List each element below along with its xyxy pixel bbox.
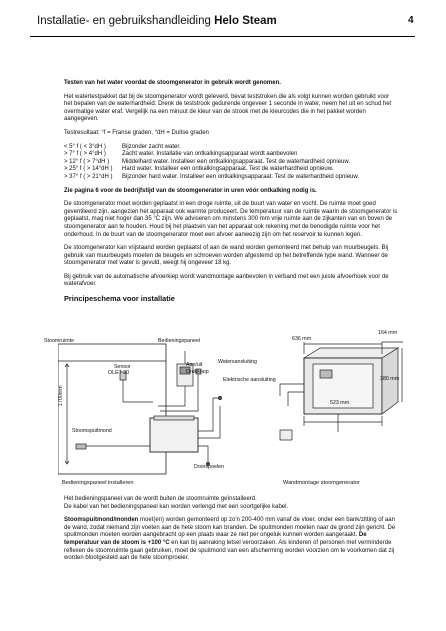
- steam-room-outline: [58, 344, 166, 474]
- label-control-panel: Bedieningspaneel: [158, 338, 201, 344]
- label-flush: Doorspoelen: [194, 464, 225, 470]
- cable-line: De kabel van het bedieningspaneel kan worden verlengd met een soortgelijke kabel.: [64, 503, 289, 510]
- label-olet: OLET 30: [108, 370, 130, 376]
- placement-paragraph: De stoomgenerator moet worden geplaatst in een droge ruimte, uit de buurt van water en vocht. De ruimte moet goed geventileerd zijn, aangezien het apparaat ook warmte produceert. De temperatuur van de ruimte waarin de stoomgenerator is geplaatst, mag niet hoger dan 35 °C zijn. We adviseren om minstens 300 mm vrije ruimte aan de zijkanten van en boven de stoomgenerator aan te houden. Houd bij het plaatsen van het apparaat ook rekening met de benodigde ruimte voor het onderhoud. In de buurt van de stoomgenerator moet een afvoer aanwezig zijn om het reservoir te kunnen legen.: [64, 201, 398, 238]
- water-test-intro: Het watertestpakket dat bij de stoomgenerator wordt geleverd, bevat teststroken die als volgt kunnen worden gebruikt voor het bepalen van de waterhardheid: Drenk de teststrook gedurende ongeveer 1 seconde in water, neem het uit en schud het overmatige water eraf. Vergelijk na een minuut de kleur van de strook met de kleurcodes die in het pakket worden aangegeven.: [64, 93, 392, 123]
- hardness-row: < 5° f ( < 3°dH ) Bijzonder zacht water.: [64, 143, 181, 150]
- label-height: 1700mm: [58, 385, 64, 406]
- hardness-row: > 7° f ( > 4°dH ) Zacht water. Installatie van ontkalkingsapparaat wordt aanbevolen: [64, 151, 298, 158]
- hardness-row: > 37° f ( > 21°dH ) Bijzonder hard water. Installeer een ontkalkingsapparaat. Test de waterhardheid opnieuw.: [64, 173, 360, 180]
- label-water-connection: Watersansluiting: [218, 359, 257, 365]
- diagram-title: Principeschema voor installatie: [64, 294, 175, 304]
- document-title: Installatie- en gebruikshandleiding Helo Steam: [37, 15, 277, 27]
- caption-wall-mount: Wandmontage stoomgenerator: [283, 480, 360, 486]
- label-electrical-connection: Elektrische aansluiting: [223, 377, 276, 383]
- label-width-523: 523 mm: [330, 400, 350, 406]
- label-sensor: Sensor: [114, 364, 131, 370]
- label-onoff: Aan/uit: [186, 362, 203, 368]
- mounting-paragraph: De stoomgenerator kan vrijstaand worden geplaatst of aan de wand worden gemonteerd met behulp van muurbeugels. Bij gebruik van muurbeugels moeten de beugels en schroeven worden afgestemd op het betreffende type wand. Wanneer de stoomgenerator met water is gevuld, weegt hij ongeveer 18 kg.: [64, 245, 389, 267]
- label-push-button: Drukknop: [186, 369, 209, 375]
- label-width-636: 636 mm: [292, 336, 312, 342]
- nozzle-paragraph: Stoomspuitmond/monden moet(en) worden gemonteerd op zo'n 200-400 mm vanaf de vloer, onder een bank/zitting of aan de wand, zodat niemand zijn voeten aan de hete stoom kan branden. De spuitmonden moeten naar de grond zijn gericht. De spuitmonden moeten worden aangebracht op een plaats waar ze niet per ongeluk kunnen worden aangeraakt. De temperatuur van de stoom is +100 °C en kan bij aanraking letsel veroorzaken. Als kinderen of personen met verminderde reflexen de stoomruimte gaan gebruiken, moet de spuitmond van een afscherming worden voorzien om te voorkomen dat zij worden blootgesteld aan de hete stoomproeier.: [64, 517, 396, 562]
- generator-shape: [150, 418, 198, 452]
- decalcification-note: Zie pagina 6 voor de bedrijfstijd van de stoomgenerator in uren vóór ontkalking nodig is.: [64, 187, 317, 194]
- panel-install-line: Het bedieningspaneel van de wordt buiten de stoomruimte geïnstalleerd.: [64, 496, 257, 502]
- hardness-table: [64, 144, 399, 182]
- installation-diagram: [44, 330, 408, 478]
- bottom-section: [64, 496, 399, 563]
- label-steam-room: Stoomruimte: [44, 338, 75, 344]
- page-number: 4: [408, 15, 414, 26]
- test-result-line: Testresultaat: °f = Franse graden, °dH = Duitse graden: [64, 129, 209, 136]
- caption-control-panel: Bedieningspaneel installeren: [62, 480, 134, 486]
- hardness-row: > 12° f ( > 7°dH ) Middelhard water. Installeer een ontkalkingsapparaat. Test de waterhardheid opnieuw.: [64, 158, 351, 165]
- hardness-row: > 25° f ( > 14°dH ) Hard water. Installeer een ontkalkingsapparaat. Test de waterhardheid opnieuw.: [64, 166, 334, 173]
- header-divider: [30, 36, 415, 37]
- water-section: [64, 80, 399, 303]
- drain-paragraph: Bij gebruik van de automatische afvoerkiep wordt wandmontage aanbevolen in verband met een juiste afvoerhoek voor de waterafvoer.: [64, 273, 389, 288]
- diagram-drawing: [58, 336, 408, 478]
- label-steam-nozzle: Stoomspuitmond: [72, 428, 112, 434]
- water-test-heading: Testen van het water voordat de stoomgenerator in gebruik wordt genomen.: [64, 80, 281, 86]
- label-depth-164: 164 mm: [378, 330, 398, 336]
- page-header: [0, 0, 446, 44]
- label-height-380: 380 mm: [380, 376, 400, 382]
